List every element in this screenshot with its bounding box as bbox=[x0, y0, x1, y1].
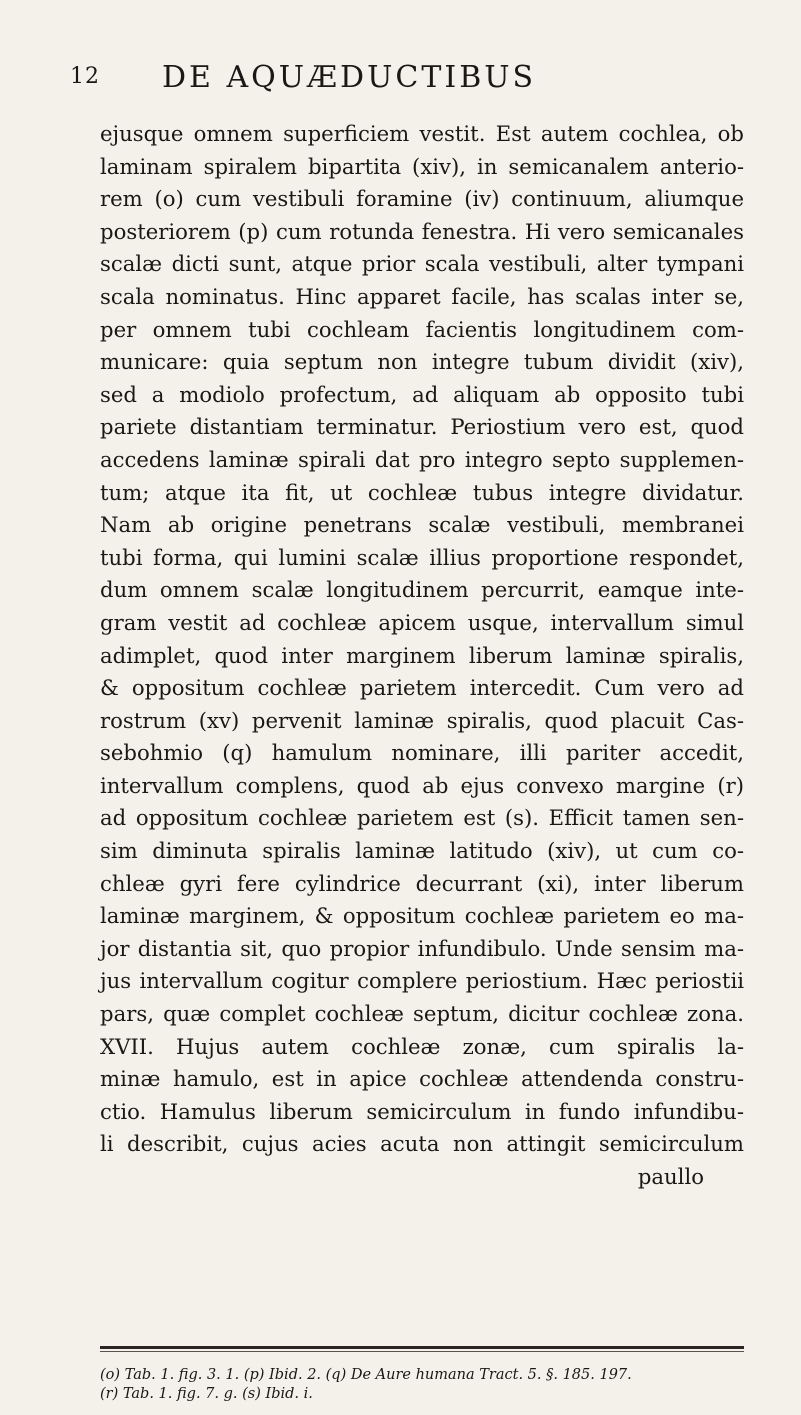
text-line: posteriorem (p) cum rotunda fenestra. Hi vero semicanales bbox=[100, 218, 744, 244]
text-line: sim diminuta spiralis laminæ latitudo (xiv), ut cum co- bbox=[100, 838, 744, 864]
text-line: tubi forma, qui lumini scalæ illius proportione respondet, bbox=[100, 544, 744, 570]
text-line: municare: quia septum non integre tubum dividit (xiv), bbox=[100, 349, 744, 375]
running-head bbox=[70, 60, 710, 104]
footnote-line: (o) Tab. 1. fig. 3. 1. (p) Ibid. 2. (q) De Aure humana Tract. 5. §. 185. 197. bbox=[100, 1367, 632, 1383]
text-line: li describit, cujus acies acuta non attingit semicirculum bbox=[100, 1131, 744, 1157]
text-line: ctio. Hamulus liberum semicirculum in fundo infundibu- bbox=[100, 1098, 744, 1124]
text-line: adimplet, quod inter marginem liberum laminæ spiralis, bbox=[100, 642, 744, 668]
text-line: sebohmio (q) hamulum nominare, illi pariter accedit, bbox=[100, 740, 744, 766]
text-line: rem (o) cum vestibuli foramine (iv) continuum, aliumque bbox=[100, 186, 744, 212]
body-text bbox=[100, 118, 744, 1194]
text-line: jus intervallum cogitur complere periostium. Hæc periostii bbox=[100, 968, 744, 994]
text-line: laminæ marginem, & oppositum cochleæ parietem eo ma- bbox=[100, 903, 744, 929]
text-line: laminam spiralem bipartita (xiv), in semicanalem anterio- bbox=[100, 153, 744, 179]
text-line: chleæ gyri fere cylindrice decurrant (xi), inter liberum bbox=[100, 870, 744, 896]
text-line: XVII. Hujus autem cochleæ zonæ, cum spiralis la- bbox=[100, 1033, 744, 1059]
text-line: ejusque omnem superficiem vestit. Est autem cochlea, ob bbox=[100, 121, 744, 146]
text-line: scalæ dicti sunt, atque prior scala vestibuli, alter tympani bbox=[100, 251, 744, 277]
text-line: scala nominatus. Hinc apparet facile, has scalas inter se, bbox=[100, 283, 744, 309]
text-line: sed a modiolo profectum, ad aliquam ab opposito tubi bbox=[100, 381, 744, 407]
text-line: rostrum (xv) pervenit laminæ spiralis, quod placuit Cas- bbox=[100, 707, 744, 733]
catchword: paullo bbox=[637, 1164, 704, 1189]
text-line: pars, quæ complet cochleæ septum, dicitur cochleæ zona. bbox=[100, 1001, 744, 1027]
text-line: minæ hamulo, est in apice cochleæ attendenda constru- bbox=[100, 1066, 744, 1092]
page-number: 12 bbox=[70, 64, 100, 89]
running-title: DE AQUÆDUCTIBUS bbox=[162, 60, 537, 95]
footnotes bbox=[100, 1366, 744, 1404]
text-line: per omnem tubi cochleam facientis longitudinem com- bbox=[100, 316, 744, 342]
text-line: tum; atque ita fit, ut cochleæ tubus integre dividatur. bbox=[100, 479, 744, 505]
text-line: Nam ab origine penetrans scalæ vestibuli, membranei bbox=[100, 512, 744, 538]
text-line: & oppositum cochleæ parietem intercedit. Cum vero ad bbox=[100, 675, 744, 701]
text-line: dum omnem scalæ longitudinem percurrit, eamque inte- bbox=[100, 577, 744, 603]
footnote-rule bbox=[100, 1346, 744, 1349]
text-line: accedens laminæ spirali dat pro integro septo supplemen- bbox=[100, 446, 744, 472]
footnote-line: (r) Tab. 1. fig. 7. g. (s) Ibid. i. bbox=[100, 1386, 313, 1402]
footnote-rule-thin bbox=[100, 1351, 744, 1352]
text-line: ad oppositum cochleæ parietem est (s). Efficit tamen sen- bbox=[100, 805, 744, 831]
text-line: jor distantia sit, quo propior infundibulo. Unde sensim ma- bbox=[100, 935, 744, 961]
text-line: pariete distantiam terminatur. Periostium vero est, quod bbox=[100, 414, 744, 440]
text-line: gram vestit ad cochleæ apicem usque, intervallum simul bbox=[100, 609, 744, 635]
text-line: intervallum complens, quod ab ejus convexo margine (r) bbox=[100, 772, 744, 798]
